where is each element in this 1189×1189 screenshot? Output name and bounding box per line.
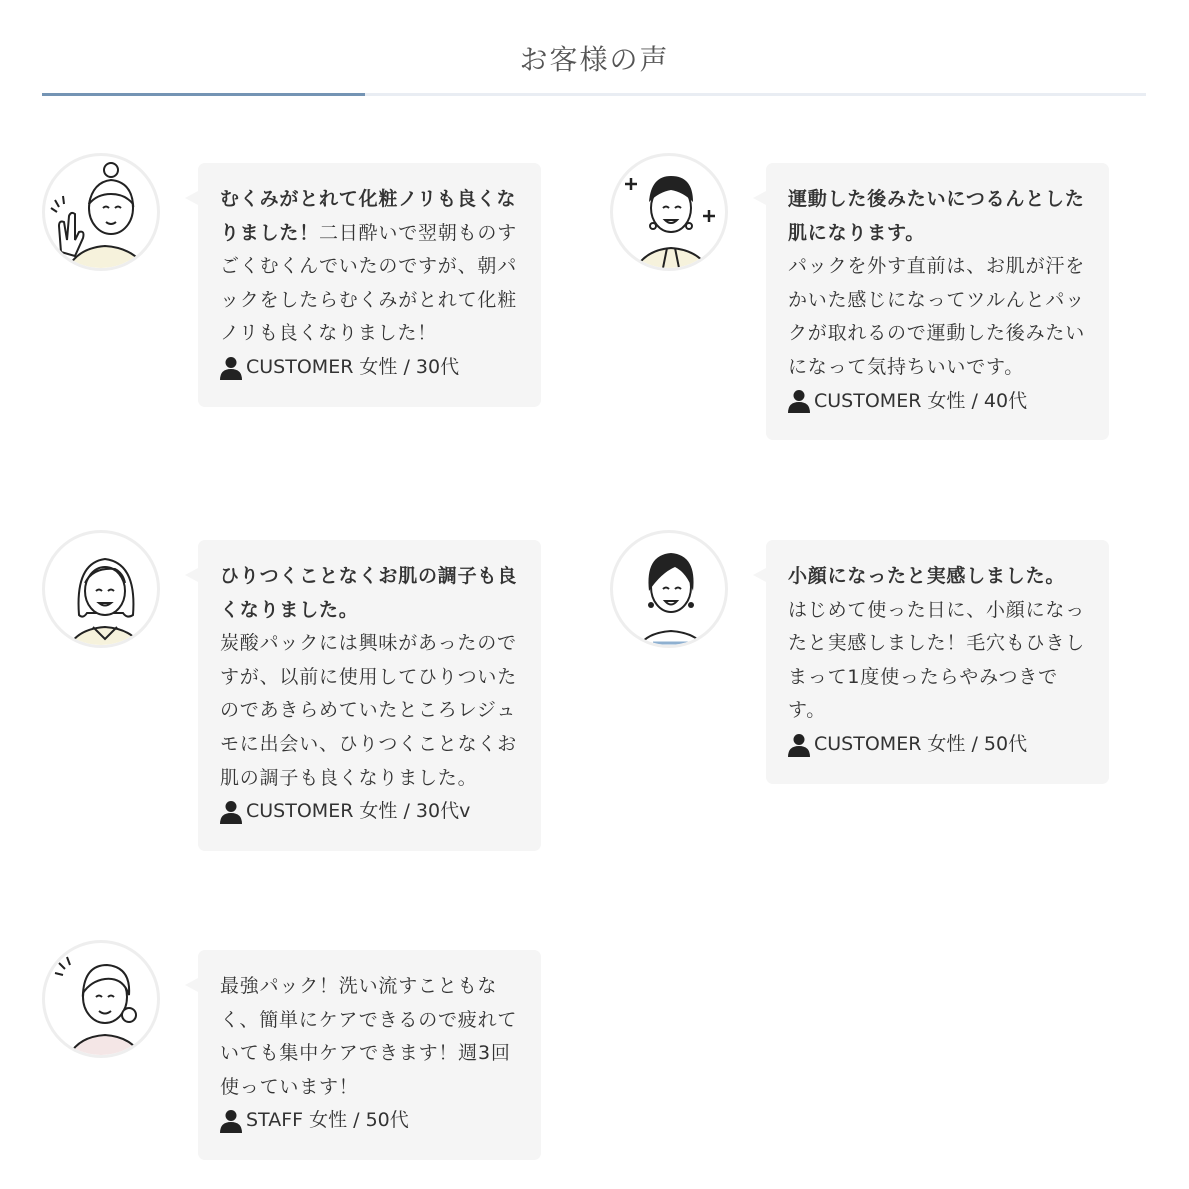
title-underline-accent (42, 93, 365, 96)
speech-bubble (766, 163, 1109, 440)
voice-author-text: CUSTOMER 女性 / 30代v (246, 800, 471, 823)
voice-headline: むくみがとれて化粧ノリも良くなりました！ (220, 188, 517, 244)
user-icon (220, 356, 242, 380)
voice-body: 最強パック！洗い流すこともなく、簡単にケアできるので疲れていても集中ケアできます！週3回使っています！ (220, 975, 518, 1098)
voice-body: パックを外す直前は、お肌が汗をかいた感じになってツルんとパックが取れるので運動した後みたいになって気持ちいいです。 (788, 255, 1086, 378)
voice-body: 炭酸パックには興味があったのですが、以前に使用してひりついたのであきらめていたところレジュモに出会い、ひりつくことなくお肌の調子も良くなりました。 (220, 632, 518, 789)
section-title: お客様の声 (519, 43, 670, 76)
avatar-ponytail-woman (42, 940, 160, 1058)
avatar-illustration (613, 156, 728, 271)
avatar-illustration (45, 943, 160, 1058)
avatar-ok-gesture-woman (42, 153, 160, 271)
voice-author (788, 385, 1089, 419)
voice-author-text: STAFF 女性 / 50代 (246, 1109, 409, 1132)
voice-text (788, 560, 1089, 728)
voice-text (788, 183, 1089, 385)
speech-bubble (198, 163, 541, 407)
avatar-illustration (613, 533, 728, 648)
voice-body: 二日酔いで翌朝ものすごくむくんでいたのですが、朝パックをしたらむくみがとれて化粧ノリも良くなりました！ (220, 221, 518, 345)
avatar-short-hair-woman (610, 530, 728, 648)
user-icon (220, 1109, 242, 1133)
voice-author-text: CUSTOMER 女性 / 40代 (814, 389, 1028, 412)
avatar-illustration (45, 156, 160, 271)
voice-body: はじめて使った日に、小顔になったと実感しました！毛穴もひきしまって1度使ったらやみつきです。 (788, 598, 1086, 722)
speech-bubble (198, 950, 541, 1160)
voice-headline: ひりつくことなくお肌の調子も良くなりました。 (220, 565, 518, 621)
user-icon (788, 389, 810, 413)
voice-text (220, 183, 521, 351)
speech-bubble (766, 540, 1109, 784)
voice-author-text: CUSTOMER 女性 / 30代 (246, 355, 460, 378)
avatar-long-hair-woman (42, 530, 160, 648)
user-icon (220, 800, 242, 824)
voice-author (220, 1104, 521, 1138)
voice-author (220, 795, 521, 829)
voice-text (220, 560, 521, 795)
voice-headline: 小顔になったと実感しました。 (788, 565, 1066, 587)
voice-author (788, 728, 1089, 762)
voice-author (220, 351, 521, 385)
voice-author-text: CUSTOMER 女性 / 50代 (814, 732, 1028, 755)
avatar-illustration (45, 533, 160, 648)
avatar-sparkle-woman (610, 153, 728, 271)
voice-text (220, 970, 521, 1104)
user-icon (788, 733, 810, 757)
voice-headline: 運動した後みたいにつるんとした肌になります。 (788, 188, 1085, 244)
speech-bubble (198, 540, 541, 851)
